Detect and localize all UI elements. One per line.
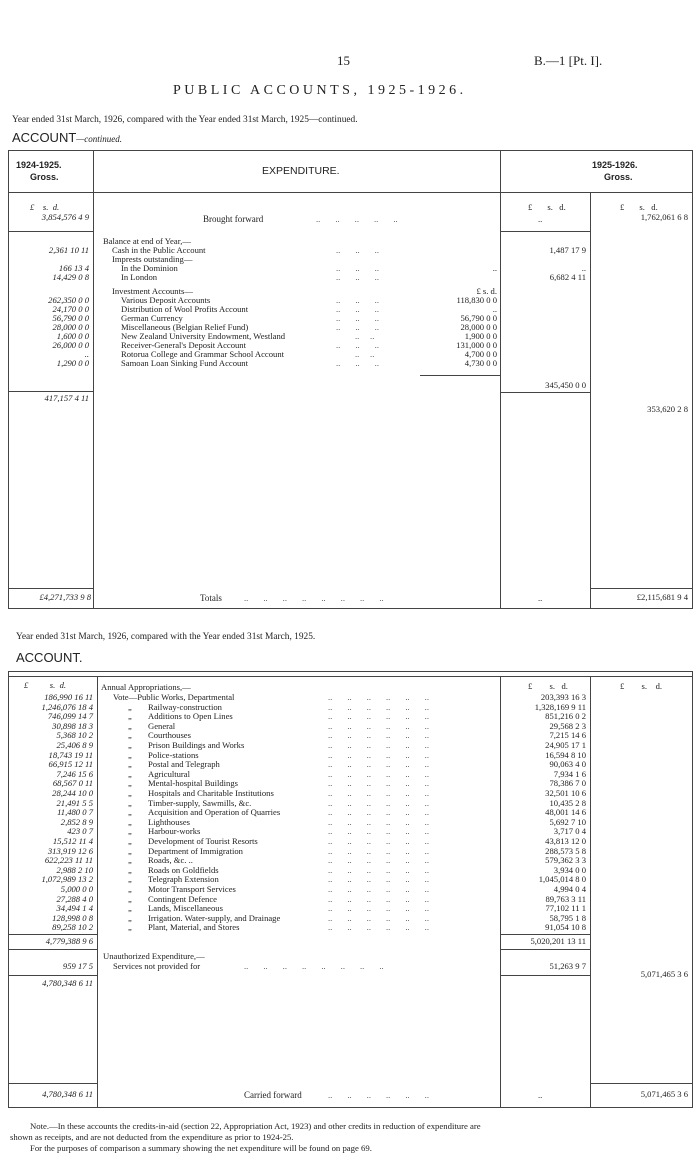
account-suffix: —continued. [76, 134, 123, 144]
line-inner: .. [492, 263, 497, 273]
page-number: 15 [337, 53, 350, 68]
line-leaders: .. .. .. [336, 295, 379, 305]
row-prev: 21,491 5 5 [56, 798, 93, 808]
row-leaders: .. .. .. .. .. .. [328, 702, 429, 712]
row-prev: 622,223 11 11 [44, 855, 93, 865]
row-prev: 27,288 4 0 [56, 894, 93, 904]
line-leaders: .. .. .. [336, 263, 379, 273]
line-prev: 1,290 0 0 [56, 358, 89, 368]
ditto-mark: „ [128, 874, 132, 884]
annual-appropriations-label: Annual Appropriations,— [101, 682, 191, 692]
ditto-mark: „ [128, 759, 132, 769]
row-leaders: .. .. .. .. .. .. [328, 836, 429, 846]
row-cur: 89,763 3 11 [545, 894, 586, 904]
line-inner: £ s. d. [476, 286, 497, 296]
line-label: In the Dominion [121, 263, 178, 273]
ditto-mark: „ [128, 807, 132, 817]
ditto-mark: „ [128, 865, 132, 875]
ditto-mark: „ [128, 711, 132, 721]
row-cur: 3,717 0 4 [553, 826, 586, 836]
row-leaders: .. .. .. .. .. .. [328, 855, 429, 865]
row-prev: 5,000 0 0 [60, 884, 93, 894]
section1-account-heading [12, 129, 122, 147]
row-label: Railway-construction [148, 702, 222, 712]
ditto-mark: „ [128, 778, 132, 788]
row-label: Courthouses [148, 730, 191, 740]
line-leaders: .. .. .. [336, 245, 379, 255]
s2-col1-currency-head: £ s. d. [528, 681, 568, 691]
ditto-mark: „ [128, 769, 132, 779]
col1-currency-head: £ s. d. [528, 202, 566, 212]
page-title: PUBLIC ACCOUNTS, 1925-1926. [173, 83, 467, 98]
row-cur: 32,501 10 6 [545, 788, 586, 798]
row-prev: 2,852 8 9 [60, 817, 93, 827]
line-label: Investment Accounts— [112, 286, 193, 296]
row-cur: 1,045,014 8 0 [538, 874, 586, 884]
section2-account-heading: ACCOUNT. [16, 650, 83, 665]
line-prev: 26,000 0 0 [52, 340, 89, 350]
col2-currency-head: £ s. d. [620, 202, 658, 212]
ditto-mark: „ [128, 884, 132, 894]
row-cur: 288,573 5 8 [545, 846, 586, 856]
row-cur: 29,568 2 3 [549, 721, 586, 731]
line-leaders: .. .. .. [336, 304, 379, 314]
row-label: Acquisition and Operation of Quarries [148, 807, 281, 817]
row-cur: 851,216 0 2 [545, 711, 586, 721]
ditto-mark: „ [128, 922, 132, 932]
line-col1: 1,487 17 9 [549, 245, 586, 255]
row-prev: 746,099 14 7 [47, 711, 93, 721]
ditto-mark: „ [128, 721, 132, 731]
row-cur: 1,328,169 9 11 [534, 702, 586, 712]
investment-total: 345,450 0 0 [545, 380, 586, 390]
row-leaders: .. .. .. .. .. .. [328, 692, 429, 702]
ditto-mark: „ [128, 826, 132, 836]
ditto-mark: „ [128, 817, 132, 827]
row-cur: 7,215 14 6 [549, 730, 586, 740]
row-label: Motor Transport Services [148, 884, 236, 894]
row-cur: 90,063 4 0 [549, 759, 586, 769]
account-word: ACCOUNT [12, 130, 77, 145]
carried-forward-label: Carried forward [244, 1090, 302, 1100]
line-prev: 14,429 0 8 [52, 272, 89, 282]
row-prev: 25,406 8 9 [56, 740, 93, 750]
line-label: Samoan Loan Sinking Fund Account [121, 358, 248, 368]
line-label: Rotorua College and Grammar School Account [121, 349, 285, 359]
line-leaders: .. .. .. [336, 272, 379, 282]
row-label: Mental-hospital Buildings [148, 778, 238, 788]
ditto-mark: „ [128, 836, 132, 846]
row-label: Roads, &c. .. [148, 855, 193, 865]
unauthorized-prev: 959 17 5 [62, 961, 93, 971]
unauthorized-cur: 51,263 9 7 [549, 961, 586, 971]
row-label: Police-stations [148, 750, 199, 760]
row-cur: 5,692 7 10 [549, 817, 586, 827]
row-cur: 10,435 2 8 [549, 798, 586, 808]
s2-left-currency-head: £ s. d. [24, 680, 67, 690]
line-inner: 28,000 0 0 [460, 322, 497, 332]
line-leaders: .. .. [355, 331, 375, 341]
line-label: New Zealand University Endowment, Westland [121, 331, 286, 341]
brought-forward-leaders: .. .. .. .. .. [316, 214, 398, 224]
line-prev: 166 13 4 [58, 263, 89, 273]
brought-forward-col1-dots: .. [538, 214, 543, 224]
row-leaders: .. .. .. .. .. .. [328, 798, 429, 808]
row-label: Development of Tourist Resorts [148, 836, 258, 846]
ditto-mark: „ [128, 740, 132, 750]
row-prev: 28,244 10 0 [52, 788, 93, 798]
row-prev: 34,494 1 4 [56, 903, 93, 913]
row-label: Plant, Material, and Stores [148, 922, 240, 932]
line-prev: 262,350 0 0 [48, 295, 89, 305]
row-prev: 11,480 0 7 [57, 807, 93, 817]
line-inner: 4,700 0 0 [464, 349, 497, 359]
row-leaders: .. .. .. .. .. .. [328, 759, 429, 769]
row-label: Lighthouses [148, 817, 191, 827]
row-leaders: .. .. .. .. .. .. [328, 894, 429, 904]
brought-forward-prev: 3,854,576 4 9 [41, 212, 89, 222]
line-label: In London [121, 272, 158, 282]
line-leaders: .. .. .. [336, 340, 379, 350]
row-prev: 30,898 18 3 [52, 721, 93, 731]
ditto-mark: „ [128, 903, 132, 913]
row-cur: 77,102 11 1 [545, 903, 586, 913]
ditto-mark: „ [128, 750, 132, 760]
line-leaders: .. .. [355, 349, 375, 359]
totals-cur: £2,115,681 9 4 [636, 592, 688, 602]
row-cur: 203,393 16 3 [540, 692, 586, 702]
row-label: Harbour-works [148, 826, 201, 836]
row-label: Roads on Goldfields [148, 865, 219, 875]
line-label: Miscellaneous (Belgian Relief Fund) [121, 322, 249, 332]
line-label: Balance at end of Year,— [103, 236, 191, 246]
row-cur: 7,934 1 6 [553, 769, 586, 779]
row-leaders: .. .. .. .. .. .. [328, 778, 429, 788]
col-right-head2: Gross. [604, 172, 633, 182]
row-cur: 579,362 3 3 [545, 855, 586, 865]
brought-forward-cur: 1,762,061 6 8 [640, 212, 688, 222]
row-prev: 18,743 19 11 [48, 750, 93, 760]
subtotal-prev: 417,157 4 11 [44, 393, 89, 403]
totals-leaders: .. .. .. .. .. .. .. .. [244, 593, 384, 603]
line-label: Receiver-General's Deposit Account [121, 340, 246, 350]
row-prev: 1,072,989 13 2 [41, 874, 93, 884]
s2-total-prev: 4,780,348 6 11 [42, 978, 93, 988]
line-leaders: .. .. .. [336, 358, 379, 368]
ditto-mark: „ [128, 913, 132, 923]
row-cur: 48,001 14 6 [545, 807, 586, 817]
row-label: Additions to Open Lines [148, 711, 233, 721]
ditto-mark: „ [128, 788, 132, 798]
line-label: Cash in the Public Account [112, 245, 206, 255]
row-leaders: .. .. .. .. .. .. [328, 826, 429, 836]
row-cur: 24,905 17 1 [545, 740, 586, 750]
col-left-head2: Gross. [30, 172, 59, 182]
row-label: Contingent Defence [148, 894, 217, 904]
section1-subtitle: Year ended 31st March, 1926, compared with the Year ended 31st March, 1925—continued. [12, 115, 358, 125]
ditto-mark: „ [128, 846, 132, 856]
ditto-mark: „ [128, 798, 132, 808]
ditto-mark: „ [128, 855, 132, 865]
line-label: Distribution of Wool Profits Account [121, 304, 249, 314]
col-right-head1: 1925-1926. [592, 160, 638, 170]
unauthorized-sub: Services not provided for [113, 961, 201, 971]
row-prev: 15,512 11 4 [52, 836, 93, 846]
col-left-head1: 1924-1925. [16, 160, 62, 170]
row-prev: 68,567 0 11 [52, 778, 93, 788]
note-line2: shown as receipts, and are not deducted from the expenditure as prior to 1924-25. [10, 1132, 294, 1142]
row-label: Irrigation. Water-supply, and Drainage [148, 913, 281, 923]
row-prev: 186,990 16 11 [44, 692, 93, 702]
left-currency-head: £ s. d. [30, 202, 60, 212]
row-cur: 16,594 8 10 [545, 750, 586, 760]
row-leaders: .. .. .. .. .. .. [328, 903, 429, 913]
section2-subtitle: Year ended 31st March, 1926, compared with the Year ended 31st March, 1925. [16, 632, 316, 642]
row-prev: 2,988 2 10 [56, 865, 93, 875]
row-leaders: .. .. .. .. .. .. [328, 874, 429, 884]
unauthorized-total: 5,071,465 3 6 [640, 969, 688, 979]
row-label: General [148, 721, 176, 731]
row-label: Postal and Telegraph [148, 759, 220, 769]
row-leaders: .. .. .. .. .. .. [328, 884, 429, 894]
line-prev: .. [84, 349, 89, 359]
brought-forward-label: Brought forward [203, 214, 264, 224]
row-prev: 313,919 12 6 [47, 846, 93, 856]
row-prev: 128,998 0 8 [52, 913, 93, 923]
row-prev: 423 0 7 [67, 826, 93, 836]
row-leaders: .. .. .. .. .. .. [328, 730, 429, 740]
s2-subtotal-prev: 4,779,388 9 6 [45, 936, 93, 946]
unauthorized-label: Unauthorized Expenditure,— [103, 951, 205, 961]
line-inner: 56,790 0 0 [460, 313, 497, 323]
line-inner: 118,830 0 0 [456, 295, 497, 305]
row-leaders: .. .. .. .. .. .. [328, 721, 429, 731]
row-label: Department of Immigration [148, 846, 243, 856]
line-col1: .. [581, 263, 586, 273]
line-inner: .. [492, 304, 497, 314]
row-leaders: .. .. .. .. .. .. [328, 807, 429, 817]
row-cur: 43,813 12 0 [545, 836, 586, 846]
row-cur: 58,795 1 8 [549, 913, 586, 923]
ditto-mark: „ [128, 730, 132, 740]
totals-prev: £4,271,733 9 8 [39, 592, 91, 602]
line-prev: 24,170 0 0 [52, 304, 89, 314]
row-prev: 5,368 10 2 [56, 730, 93, 740]
row-leaders: .. .. .. .. .. .. [328, 788, 429, 798]
note-line1: Note.—In these accounts the credits-in-aid (section 22, Appropriation Act, 1923) and other credits in reduction of expenditure are [30, 1121, 481, 1131]
row-label: Hospitals and Charitable Institutions [148, 788, 274, 798]
ditto-mark: „ [128, 894, 132, 904]
unauthorized-leaders: .. .. .. .. .. .. .. .. [244, 961, 384, 971]
row-cur: 4,994 0 4 [553, 884, 586, 894]
line-leaders: .. .. .. [336, 322, 379, 332]
doc-ref: B.—1 [Pt. I]. [534, 53, 603, 68]
row-label: Prison Buildings and Works [148, 740, 245, 750]
row-leaders: .. .. .. .. .. .. [328, 922, 429, 932]
line-inner: 4,730 0 0 [464, 358, 497, 368]
s2-col2-currency-head: £ s. d. [620, 681, 663, 691]
line-prev: 28,000 0 0 [52, 322, 89, 332]
row-leaders: .. .. .. .. .. .. [328, 817, 429, 827]
row-label: Lands, Miscellaneous [148, 903, 223, 913]
line-inner: 131,000 0 0 [456, 340, 497, 350]
row-prev: 7,246 15 6 [56, 769, 93, 779]
line-prev: 2,361 10 11 [48, 245, 89, 255]
totals-col1: .. [538, 593, 543, 603]
line-col1: 6,682 4 11 [549, 272, 586, 282]
row-prev: 1,246,076 18 4 [41, 702, 93, 712]
line-leaders: .. .. .. [336, 313, 379, 323]
note-line3: For the purposes of comparison a summary showing the net expenditure will be found on page 69. [30, 1143, 372, 1153]
line-label: Various Deposit Accounts [121, 295, 211, 305]
col-mid-head: EXPENDITURE. [262, 165, 340, 177]
line-label: Imprests outstanding— [112, 254, 193, 264]
row-prev: 89,258 10 2 [52, 922, 93, 932]
subtotal-cur: 353,620 2 8 [647, 404, 688, 414]
ditto-mark: „ [128, 702, 132, 712]
row-leaders: .. .. .. .. .. .. [328, 740, 429, 750]
row-cur: 78,386 7 0 [549, 778, 586, 788]
row-prev: 66,915 12 11 [48, 759, 93, 769]
row-cur: 3,934 0 0 [553, 865, 586, 875]
s2-subtotal-cur: 5,020,201 13 11 [530, 936, 586, 946]
line-prev: 1,600 0 0 [56, 331, 89, 341]
row-label: Timber-supply, Sawmills, &c. [148, 798, 252, 808]
carried-forward-leaders: .. .. .. .. .. .. [328, 1090, 429, 1100]
row-label: Vote—Public Works, Departmental [113, 692, 235, 702]
row-cur: 91,054 10 8 [545, 922, 586, 932]
totals-label: Totals [200, 593, 222, 603]
row-leaders: .. .. .. .. .. .. [328, 865, 429, 875]
line-inner: 1,900 0 0 [464, 331, 497, 341]
carried-forward-cur: 5,071,465 3 6 [640, 1089, 688, 1099]
row-leaders: .. .. .. .. .. .. [328, 913, 429, 923]
row-leaders: .. .. .. .. .. .. [328, 711, 429, 721]
row-label: Telegraph Extension [148, 874, 219, 884]
row-leaders: .. .. .. .. .. .. [328, 750, 429, 760]
carried-forward-col1: .. [538, 1090, 543, 1100]
line-label: German Currency [121, 313, 183, 323]
row-leaders: .. .. .. .. .. .. [328, 846, 429, 856]
line-prev: 56,790 0 0 [52, 313, 89, 323]
row-label: Agricultural [148, 769, 190, 779]
carried-forward-prev: 4,780,348 6 11 [42, 1089, 93, 1099]
row-leaders: .. .. .. .. .. .. [328, 769, 429, 779]
